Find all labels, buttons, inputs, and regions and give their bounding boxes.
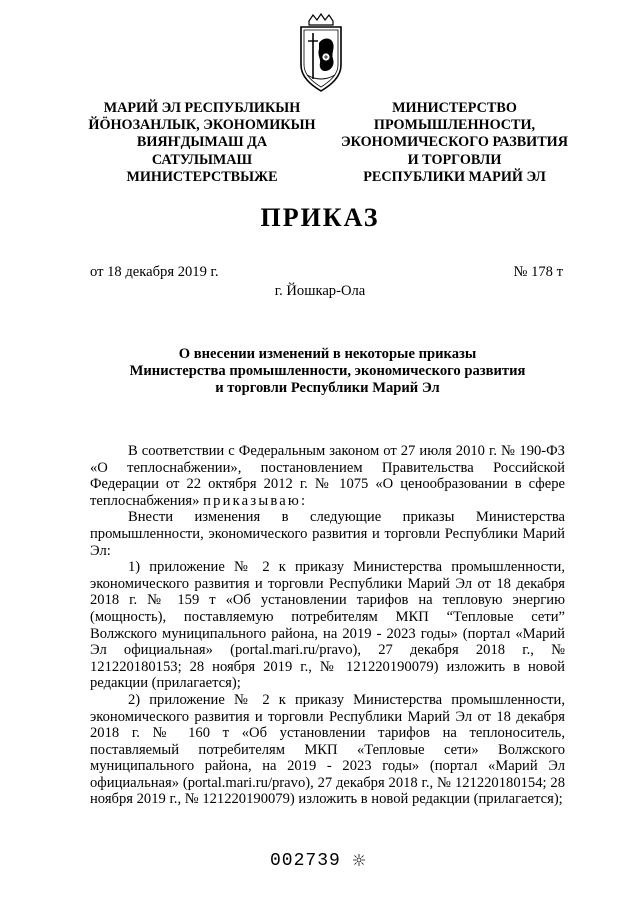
org-right-line: МИНИСТЕРСТВО [392,100,517,116]
org-left-line: ВИЯҤДЫМАШ ДА [136,134,268,151]
org-right-line: ЭКОНОМИЧЕСКОГО РАЗВИТИЯ [341,134,568,151]
document-number: № 178 т [513,264,563,280]
org-left-line: САТУЛЫМАШ [151,151,253,168]
serial-number: 002739 [270,851,341,871]
org-left-line: МИНИСТЕРСТВЫЖЕ [126,168,278,185]
body-paragraph: 1) приложение № 2 к приказу Министерства промышленности, экономического развития и торговли Республики Марий Эл от 18 декабря 2018 г. № 159 т «Об установлении тарифов на тепловую энергию (мощность), поставляемую потребителям МКП “Тепловые сети” Волжского муниципального района, на 2019 - 2023 годы» (портал «Марий Эл официальная» (portal.mari.ru/pravo), 27 декабря 2018 г., № 121220180153; 28 ноября 2019 г., № 121220190079) изложить в новой редакции (прилагается); [90,559,565,692]
org-left-line: МАРИЙ ЭЛ РЕСПУБЛИКЫН [103,100,301,116]
body-paragraph: 2) приложение № 2 к приказу Министерства промышленности, экономического развития и торговли Республики Марий Эл от 18 декабря 2018 г. № 160 т «Об установлении тарифов на теплоноситель, поставляемый потребителям МКП «Тепловые сети» Волжского муниципального района, на 2019 - 2023 годы» (портал «Марий Эл официальная» (portal.mari.ru/pravo), 27 декабря 2018 г., № 121220180154; 28 ноября 2019 г., № 121220190079) изложить в новой редакции (прилагается); [90,691,565,808]
ornament-icon [352,853,366,867]
org-name-russian [332,100,577,186]
org-right-line: И ТОРГОВЛИ [407,151,502,168]
subject-line: О внесении изменений в некоторые приказы [178,346,477,362]
paragraph-text: В соответствии с Федеральным законом от 27 июля 2010 г. № 190-ФЗ «О теплоснабжении», постановлением Правительства Российской Федерации от 22 октября 2012 г. № 1075 «О ценообразовании в сфере теплоснабжения» [90,443,565,509]
document-title: ПРИКАЗ [260,203,380,232]
document-date: от 18 декабря 2019 г. [90,264,219,280]
subject-line: Министерства промышленности, экономического развития [129,362,526,379]
coat-of-arms-emblem [295,13,347,95]
org-left-line: ЙÖНОЗАНЛЫК, ЭКОНОМИКЫН [88,117,316,134]
org-name-mari [82,100,322,186]
org-right-line: РЕСПУБЛИКИ МАРИЙ ЭЛ [363,168,546,185]
body-paragraph: Внести изменения в следующие приказы Министерства промышленности, экономического развития и торговли Республики Марий Эл: [90,509,565,559]
document-subject [90,346,565,396]
document-city: г. Йошкар-Ола [274,283,366,299]
org-right-line: ПРОМЫШЛЕННОСТИ, [373,117,536,134]
order-verb: приказываю: [203,492,308,509]
document-body [90,443,565,808]
body-paragraph [90,443,565,509]
subject-line: и торговли Республики Марий Эл [215,379,440,396]
